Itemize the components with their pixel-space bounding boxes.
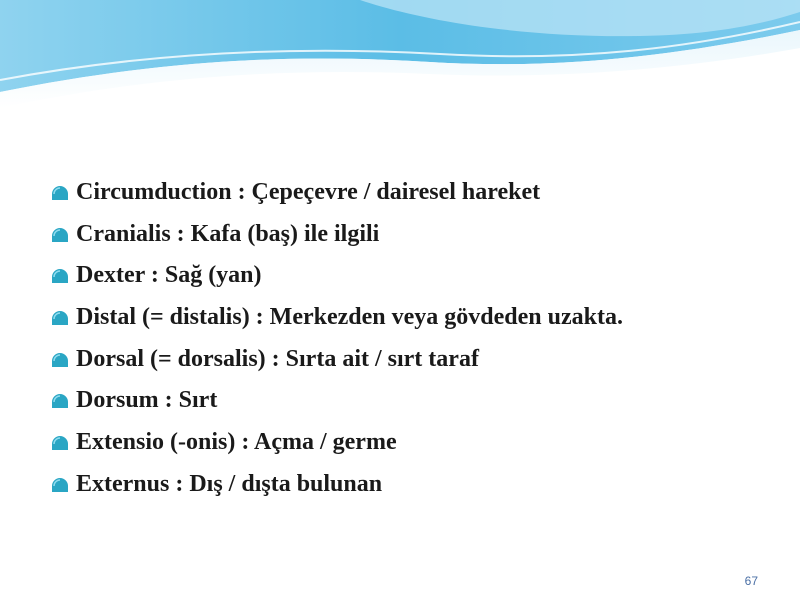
half-disc-bullet-icon [50, 476, 70, 494]
bullet-list [50, 172, 770, 506]
bullet-item [50, 214, 770, 256]
bullet-item [50, 172, 770, 214]
half-disc-bullet-icon [50, 226, 70, 244]
half-disc-bullet-icon [50, 267, 70, 285]
bullet-text: Circumduction : Çepeçevre / dairesel hareket [76, 179, 541, 205]
bullet-item [50, 422, 770, 464]
bullet-item [50, 297, 770, 339]
bullet-text: Distal (= distalis) : Merkezden veya gövdeden uzakta. [76, 304, 623, 331]
bullet-text: Extensio (-onis) : Açma / germe [76, 429, 397, 456]
page-number: 67 [744, 574, 758, 588]
half-disc-bullet-icon [50, 184, 70, 202]
bullet-item [50, 464, 770, 506]
bullet-item [50, 380, 770, 422]
half-disc-bullet-icon [50, 351, 70, 369]
bullet-item [50, 255, 770, 297]
bullet-text: Dexter : Sağ (yan) [76, 262, 262, 289]
bullet-item [50, 339, 770, 381]
bullet-text: Dorsum : Sırt [76, 387, 218, 414]
bullet-text: Externus : Dış / dışta bulunan [76, 470, 383, 497]
header-wave-decoration [0, 0, 800, 110]
bullet-text: Cranialis : Kafa (baş) ile ilgili [76, 220, 380, 247]
bullet-text: Dorsal (= dorsalis) : Sırta ait / sırt taraf [76, 345, 479, 372]
half-disc-bullet-icon [50, 309, 70, 327]
half-disc-bullet-icon [50, 434, 70, 452]
half-disc-bullet-icon [50, 392, 70, 410]
